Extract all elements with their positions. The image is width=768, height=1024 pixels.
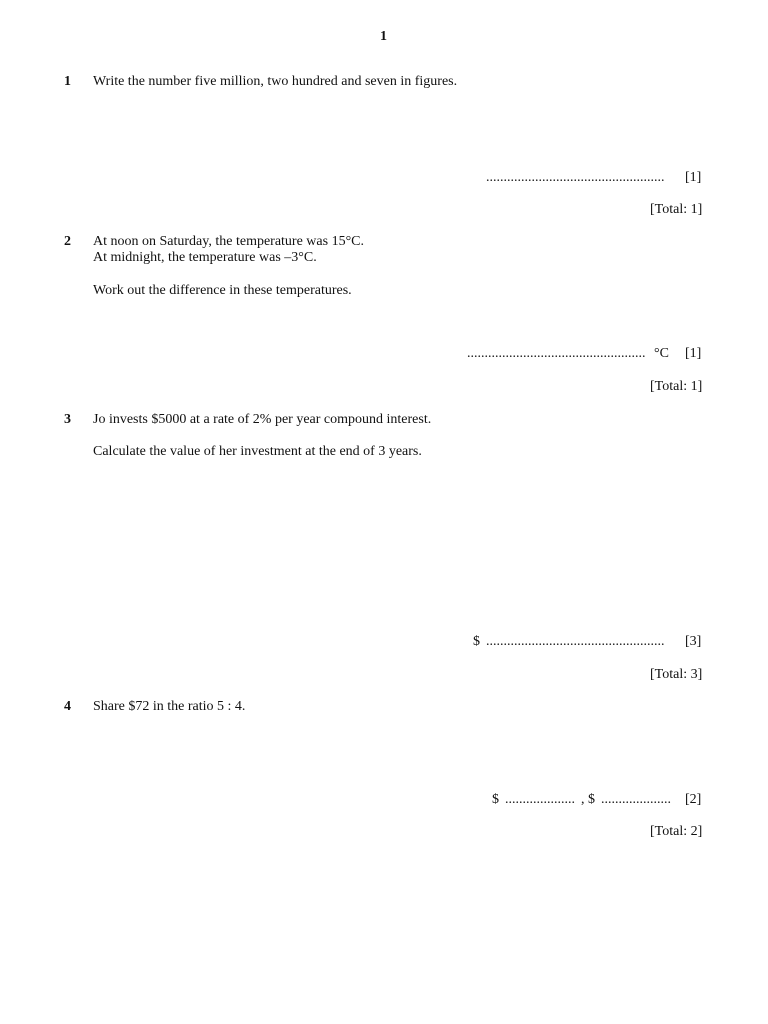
question-3-answer-currency: $ <box>473 634 480 649</box>
question-2-text-line-1: At noon on Saturday, the temperature was 15°C. <box>93 234 365 249</box>
question-4-text: Share $72 in the ratio 5 : 4. <box>93 699 246 714</box>
question-4-marks: [2] <box>685 792 702 807</box>
question-2-answer-unit: °C <box>654 346 669 361</box>
question-4-number: 4 <box>64 699 71 714</box>
page-number: 1 <box>380 29 387 44</box>
question-3-number: 3 <box>64 412 71 427</box>
question-2-answer-line[interactable]: ................................................... <box>467 346 646 361</box>
question-1-marks: [1] <box>685 170 702 185</box>
question-2-total: [Total: 1] <box>650 379 703 394</box>
question-3-text-line-2: Calculate the value of her investment at the end of 3 years. <box>93 444 422 459</box>
question-4-total: [Total: 2] <box>650 824 703 839</box>
question-3-total: [Total: 3] <box>650 667 703 682</box>
question-2-marks: [1] <box>685 346 702 361</box>
question-1-answer-line[interactable]: ................................................... <box>486 170 665 185</box>
question-4-answer-line-1[interactable]: .................... <box>505 792 575 807</box>
question-3-marks: [3] <box>685 634 702 649</box>
question-1-text: Write the number five million, two hundred and seven in figures. <box>93 74 458 89</box>
question-1-total: [Total: 1] <box>650 202 703 217</box>
question-2-text-line-3: Work out the difference in these temperatures. <box>93 283 352 298</box>
question-2-number: 2 <box>64 234 71 249</box>
question-4-answer-currency-1: $ <box>492 792 499 807</box>
question-4-answer-separator: , $ <box>581 792 595 807</box>
question-3-answer-line[interactable]: ................................................... <box>486 634 665 649</box>
question-4-answer-line-2[interactable]: .................... <box>601 792 671 807</box>
question-3-text-line-1: Jo invests $5000 at a rate of 2% per year compound interest. <box>93 412 432 427</box>
question-1-number: 1 <box>64 74 71 89</box>
question-2-text-line-2: At midnight, the temperature was –3°C. <box>93 250 317 265</box>
